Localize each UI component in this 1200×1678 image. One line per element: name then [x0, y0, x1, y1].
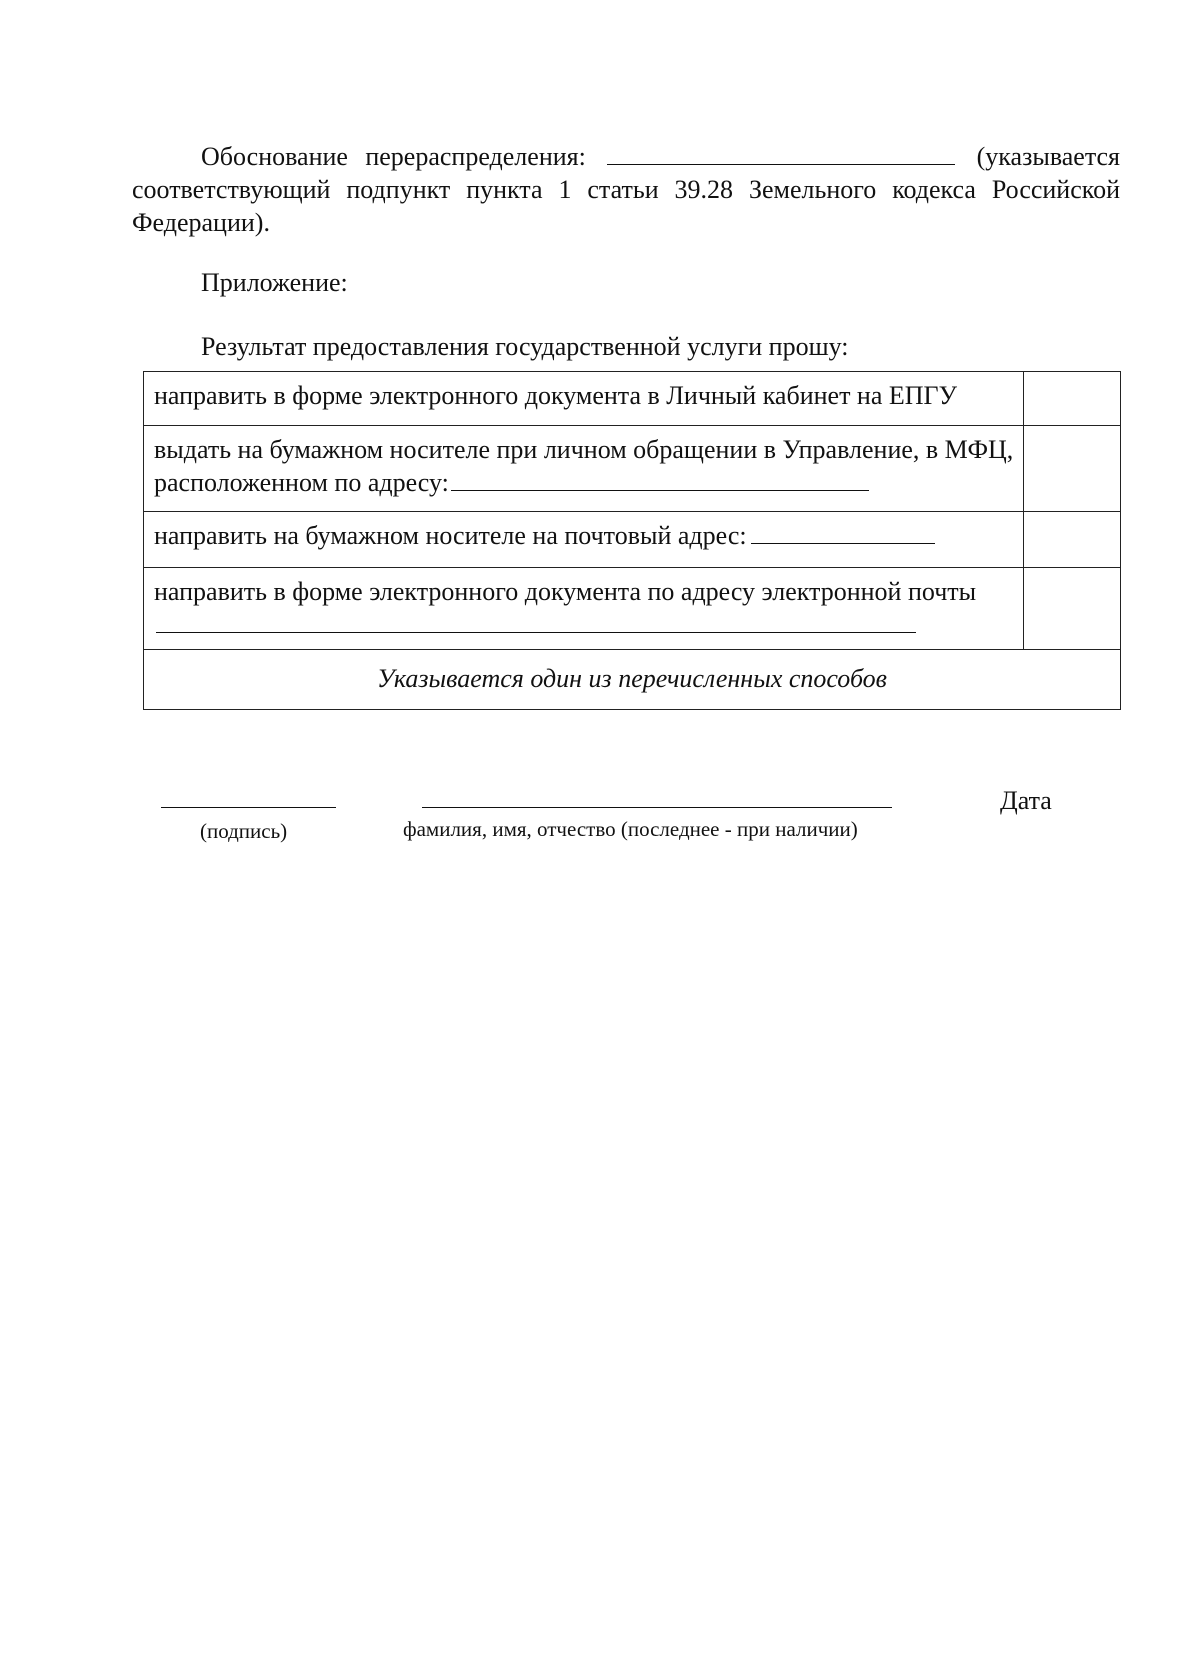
office-address-blank-field[interactable]: [451, 470, 869, 491]
fullname-caption: фамилия, имя, отчество (последнее - при наличии): [403, 817, 858, 841]
delivery-option-checkbox[interactable]: [1024, 568, 1121, 650]
justification-note: (указывается соответствующий подпункт пункта 1 статьи 39.28 Земельного кодекса Российской Федерации).: [132, 142, 1121, 237]
justification-paragraph: [132, 140, 1120, 239]
result-intro-text: Результат предоставления государственной услуги прошу:: [201, 332, 849, 361]
delivery-option-row: [144, 372, 1121, 426]
delivery-note-row: [144, 650, 1121, 710]
delivery-option-row: [144, 568, 1121, 650]
delivery-option-text: направить на бумажном носителе на почтовый адрес:: [144, 512, 1024, 568]
signature-caption: (подпись): [200, 819, 288, 843]
email-address-blank-field[interactable]: [156, 612, 916, 633]
attachment-label: Приложение:: [201, 268, 348, 297]
postal-address-blank-field[interactable]: [751, 523, 935, 544]
delivery-option-text: выдать на бумажном носителе при личном обращении в Управление, в МФЦ, расположенном по адресу:: [144, 426, 1024, 512]
delivery-option-row: [144, 426, 1121, 512]
delivery-option-text: направить в форме электронного документа в Личный кабинет на ЕПГУ: [144, 372, 1024, 426]
justification-label: Обоснование перераспределения:: [201, 142, 586, 171]
justification-blank-field[interactable]: [607, 142, 955, 165]
attachment-paragraph: [132, 266, 1120, 299]
signature-line[interactable]: [161, 807, 336, 808]
fullname-line[interactable]: [422, 807, 892, 808]
delivery-option-text: направить в форме электронного документа по адресу электронной почты: [144, 568, 1024, 650]
result-intro-paragraph: [132, 330, 1120, 363]
delivery-option-checkbox[interactable]: [1024, 426, 1121, 512]
delivery-option-checkbox[interactable]: [1024, 512, 1121, 568]
delivery-option-row: [144, 512, 1121, 568]
delivery-methods-table: [143, 371, 1121, 710]
delivery-option-checkbox[interactable]: [1024, 372, 1121, 426]
delivery-note: Указывается один из перечисленных способов: [144, 650, 1121, 710]
date-label: Дата: [1000, 786, 1052, 815]
